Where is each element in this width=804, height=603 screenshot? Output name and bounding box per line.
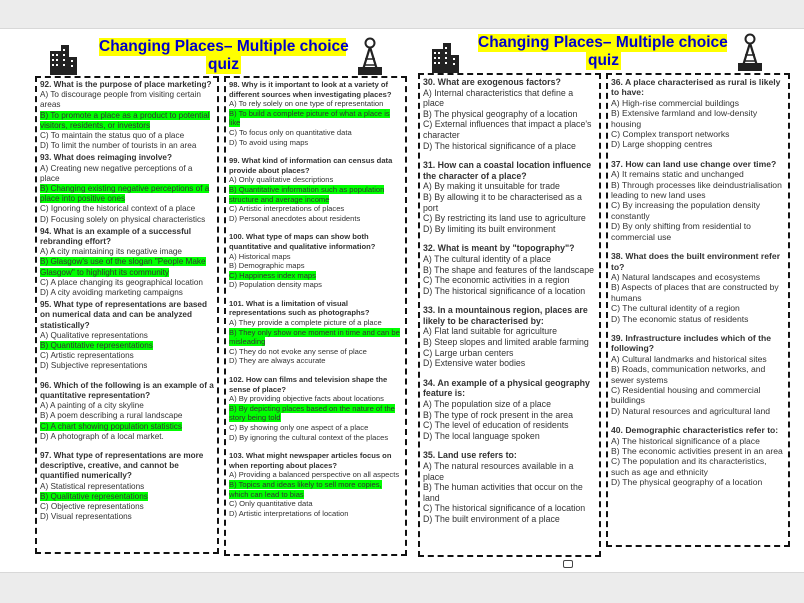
option-98-d: D) To avoid using maps — [229, 137, 309, 147]
option-93-a: A) Creating new negative perceptions of a place — [40, 163, 193, 183]
option-40-a: A) The historical significance of a place — [611, 435, 760, 446]
option-30-b: B) The physical geography of a location — [423, 108, 578, 119]
question-30: 30. What are exogenous factors? — [423, 77, 561, 87]
question-94: 94. What is an example of a successful rebranding effort? — [40, 226, 192, 247]
left-page — [0, 29, 410, 572]
city-buildings-icon — [48, 43, 78, 75]
viewer-top-bar — [0, 0, 804, 29]
option-103-a: A) Providing a balanced perspective on all aspects — [229, 470, 400, 480]
option-99-d: D) Personal anecdotes about residents — [229, 213, 361, 223]
option-93-c: C) Ignoring the historical context of a place — [40, 204, 196, 214]
option-103-d: D) Artistic interpretations of location — [229, 508, 349, 518]
option-94-a: A) A city maintaining its negative image — [40, 247, 182, 257]
option-99-c: C) Artistic interpretations of places — [229, 204, 345, 214]
option-39-a: A) Cultural landmarks and historical sites — [611, 353, 767, 364]
question-96: 96. Which of the following is an example of a quantitative representation? — [40, 380, 214, 400]
question-37: 37. How can land use change over time? — [611, 158, 777, 169]
option-95-c: C) Artistic representations — [40, 351, 134, 361]
questions-box-92-97 — [35, 76, 219, 554]
question-103: 103. What might newspaper articles focus on when reporting about places? — [229, 451, 392, 470]
option-102-d: D) By ignoring the cultural context of the places — [229, 432, 389, 442]
option-31-c: C) By restricting its land use to agriculture — [423, 213, 586, 224]
option-38-b: B) Aspects of places that are constructed by humans — [611, 282, 779, 303]
option-32-b: B) The shape and features of the landscape — [423, 264, 595, 275]
option-40-c: C) The population and its characteristics, such as age and ethnicity — [611, 456, 767, 477]
question-38: 38. What does the built environment refer to? — [611, 251, 781, 272]
question-101: 101. What is a limitation of visual representations such as photographs? — [229, 298, 370, 318]
question-39: 39. Infrastructure includes which of the following? — [611, 332, 771, 354]
option-30-c: C) External influences that impact a place's character — [423, 119, 592, 140]
option-102-b: B) By depicting places based on the nature of the story being told — [229, 403, 395, 423]
option-31-d: D) By limiting its built environment — [423, 223, 556, 234]
option-94-c: C) A place changing its geographical location — [40, 277, 203, 287]
question-95: 95. What type of representations are based on numerical data and can be analyzed statistically? — [40, 300, 207, 330]
option-92-b: B) To promote a place as a product to potential visitors, residents, or investors — [40, 110, 210, 130]
option-101-d: D) They are always accurate — [229, 356, 326, 366]
option-35-d: D) The built environment of a place — [423, 513, 560, 524]
question-31: 31. How can a coastal location influence the character of a place? — [423, 160, 592, 181]
option-37-a: A) It remains static and unchanged — [611, 169, 744, 180]
option-98-c: C) To focus only on quantitative data — [229, 127, 352, 137]
option-31-b: B) By allowing it to be characterised as a port — [423, 191, 582, 213]
option-96-b: B) A poem describing a rural landscape — [40, 411, 183, 421]
option-37-c: C) By increasing the population density constantly — [611, 200, 761, 221]
option-96-a: A) A painting of a city skyline — [40, 401, 144, 411]
question-93: 93. What does reimaging involve? — [40, 153, 172, 163]
option-100-d: D) Population density maps — [229, 280, 322, 290]
option-103-c: C) Only quantitative data — [229, 499, 313, 509]
option-100-a: A) Historical maps — [229, 251, 291, 261]
question-33: 33. In a mountainous region, places are likely to be characterised by: — [423, 305, 588, 326]
question-34: 34. An example of a physical geography feature is: — [423, 377, 590, 399]
option-30-d: D) The historical significance of a place — [423, 140, 576, 151]
option-37-b: B) Through processes like deindustrialisation leading to new land uses — [611, 179, 782, 201]
option-32-c: C) The economic activities in a region — [423, 275, 570, 286]
option-93-d: D) Focusing solely on physical characteristics — [40, 214, 206, 224]
option-101-a: A) They provide a complete picture of a place — [229, 318, 382, 328]
questions-box-36-40 — [606, 73, 790, 547]
right-page — [410, 29, 804, 572]
option-33-d: D) Extensive water bodies — [423, 358, 526, 369]
option-97-a: A) Statistical representations — [40, 481, 145, 491]
option-33-a: A) Flat land suitable for agriculture — [423, 326, 557, 337]
option-35-a: A) The natural resources available in a place — [423, 461, 574, 482]
questions-box-98-103 — [224, 76, 407, 556]
slideshow-icon[interactable] — [563, 560, 573, 568]
question-98: 98. Why is it important to look at a variety of different sources when investigating places? — [229, 80, 392, 99]
question-35: 35. Land use refers to: — [423, 450, 517, 461]
option-30-a: A) Internal characteristics that define a place — [423, 87, 574, 109]
option-40-d: D) The physical geography of a location — [611, 477, 763, 488]
viewer-bottom-bar — [0, 572, 804, 603]
question-97: 97. What type of representations are more descriptive, creative, and cannot be quantified numerically? — [40, 450, 204, 481]
option-102-a: A) By providing objective facts about locations — [229, 394, 384, 404]
option-36-b: B) Extensive farmland and low-density housing — [611, 108, 758, 129]
page-title: Changing Places– Multiple choice — [99, 38, 349, 55]
option-92-d: D) To limit the number of tourists in an area — [40, 141, 197, 151]
option-33-c: C) Large urban centers — [423, 347, 514, 358]
option-31-a: A) By making it unsuitable for trade — [423, 181, 560, 192]
option-95-b: B) Quantitative representations — [40, 341, 153, 351]
option-101-c: C) They do not evoke any sense of place — [229, 346, 367, 356]
question-40: 40. Demographic characteristics refer to: — [611, 425, 779, 436]
option-37-d: D) By only shifting from residential to commercial use — [611, 221, 751, 242]
option-96-c: C) A chart showing population statistics — [40, 421, 182, 431]
option-96-d: D) A photograph of a local market. — [40, 431, 164, 441]
option-98-a: A) To rely solely on one type of representation — [229, 99, 384, 109]
option-99-b: B) Quantitative information such as population structure and average income — [229, 184, 385, 204]
option-34-c: C) The level of education of residents — [423, 420, 569, 431]
option-36-d: D) Large shopping centres — [611, 139, 713, 150]
mine-headframe-icon — [735, 33, 765, 71]
city-buildings-icon — [430, 41, 460, 73]
option-35-c: C) The historical significance of a location — [423, 503, 586, 514]
option-98-b: B) To build a complete picture of what a place is like — [229, 108, 390, 128]
page-title: Changing Places– Multiple choice — [478, 34, 728, 51]
option-97-b: B) Qualitative representations — [40, 491, 148, 501]
option-38-d: D) The economic status of residents — [611, 313, 749, 324]
option-94-d: D) A city avoiding marketing campaigns — [40, 288, 183, 298]
option-97-c: C) Objective representations — [40, 501, 144, 511]
option-95-d: D) Subjective representations — [40, 361, 148, 371]
question-32: 32. What is meant by "topography"? — [423, 243, 575, 254]
option-33-b: B) Steep slopes and limited arable farming — [423, 337, 589, 348]
option-34-b: B) The type of rock present in the area — [423, 409, 573, 420]
option-39-d: D) Natural resources and agricultural land — [611, 405, 771, 416]
option-32-a: A) The cultural identity of a place — [423, 253, 551, 264]
option-93-b: B) Changing existing negative perceptions of a place into positive ones — [40, 184, 210, 204]
option-39-b: B) Roads, communication networks, and sewer systems — [611, 364, 766, 385]
option-38-a: A) Natural landscapes and ecosystems — [611, 271, 761, 282]
option-92-a: A) To discourage people from visiting certain areas — [40, 90, 201, 110]
option-35-b: B) The human activities that occur on the land — [423, 482, 583, 503]
option-39-c: C) Residential housing and commercial buildings — [611, 384, 761, 406]
option-101-b: B) They only show one moment in time and can be misleading — [229, 327, 400, 347]
option-32-d: D) The historical significance of a location — [423, 285, 586, 296]
option-100-c: C) Happiness index maps — [229, 270, 316, 280]
page-title-line2: quiz — [208, 56, 239, 73]
question-36: 36. A place characterised as rural is likely to have: — [611, 77, 781, 98]
option-99-a: A) Only qualitative descriptions — [229, 175, 334, 185]
mine-headframe-icon — [355, 37, 385, 75]
question-99: 99. What kind of information can census data provide about places? — [229, 156, 393, 175]
option-34-d: D) The local language spoken — [423, 430, 540, 441]
option-36-c: C) Complex transport networks — [611, 129, 730, 140]
question-102: 102. How can films and television shape the sense of place? — [229, 375, 388, 394]
option-103-b: B) Topics and ideas likely to sell more copies, which can lead to bias — [229, 479, 382, 499]
questions-box-30-35 — [418, 73, 601, 557]
option-100-b: B) Demographic maps — [229, 261, 305, 271]
option-36-a: A) High-rise commercial buildings — [611, 97, 739, 108]
question-92: 92. What is the purpose of place marketing? — [40, 80, 212, 89]
option-40-b: B) The economic activities present in an area — [611, 446, 783, 456]
option-38-c: C) The cultural identity of a region — [611, 303, 740, 314]
option-92-c: C) To maintain the status quo of a place — [40, 131, 185, 141]
option-97-d: D) Visual representations — [40, 512, 132, 522]
page-title-line2: quiz — [588, 52, 619, 69]
option-94-b: B) Glasgow's use of the slogan "People Make Glasgow" to highlight its community — [40, 257, 206, 277]
option-102-c: C) By showing only one aspect of a place — [229, 423, 369, 432]
option-34-a: A) The population size of a place — [423, 399, 551, 410]
question-100: 100. What type of maps can show both quantitative and qualitative information? — [229, 232, 376, 251]
option-95-a: A) Qualitative representations — [40, 330, 148, 340]
